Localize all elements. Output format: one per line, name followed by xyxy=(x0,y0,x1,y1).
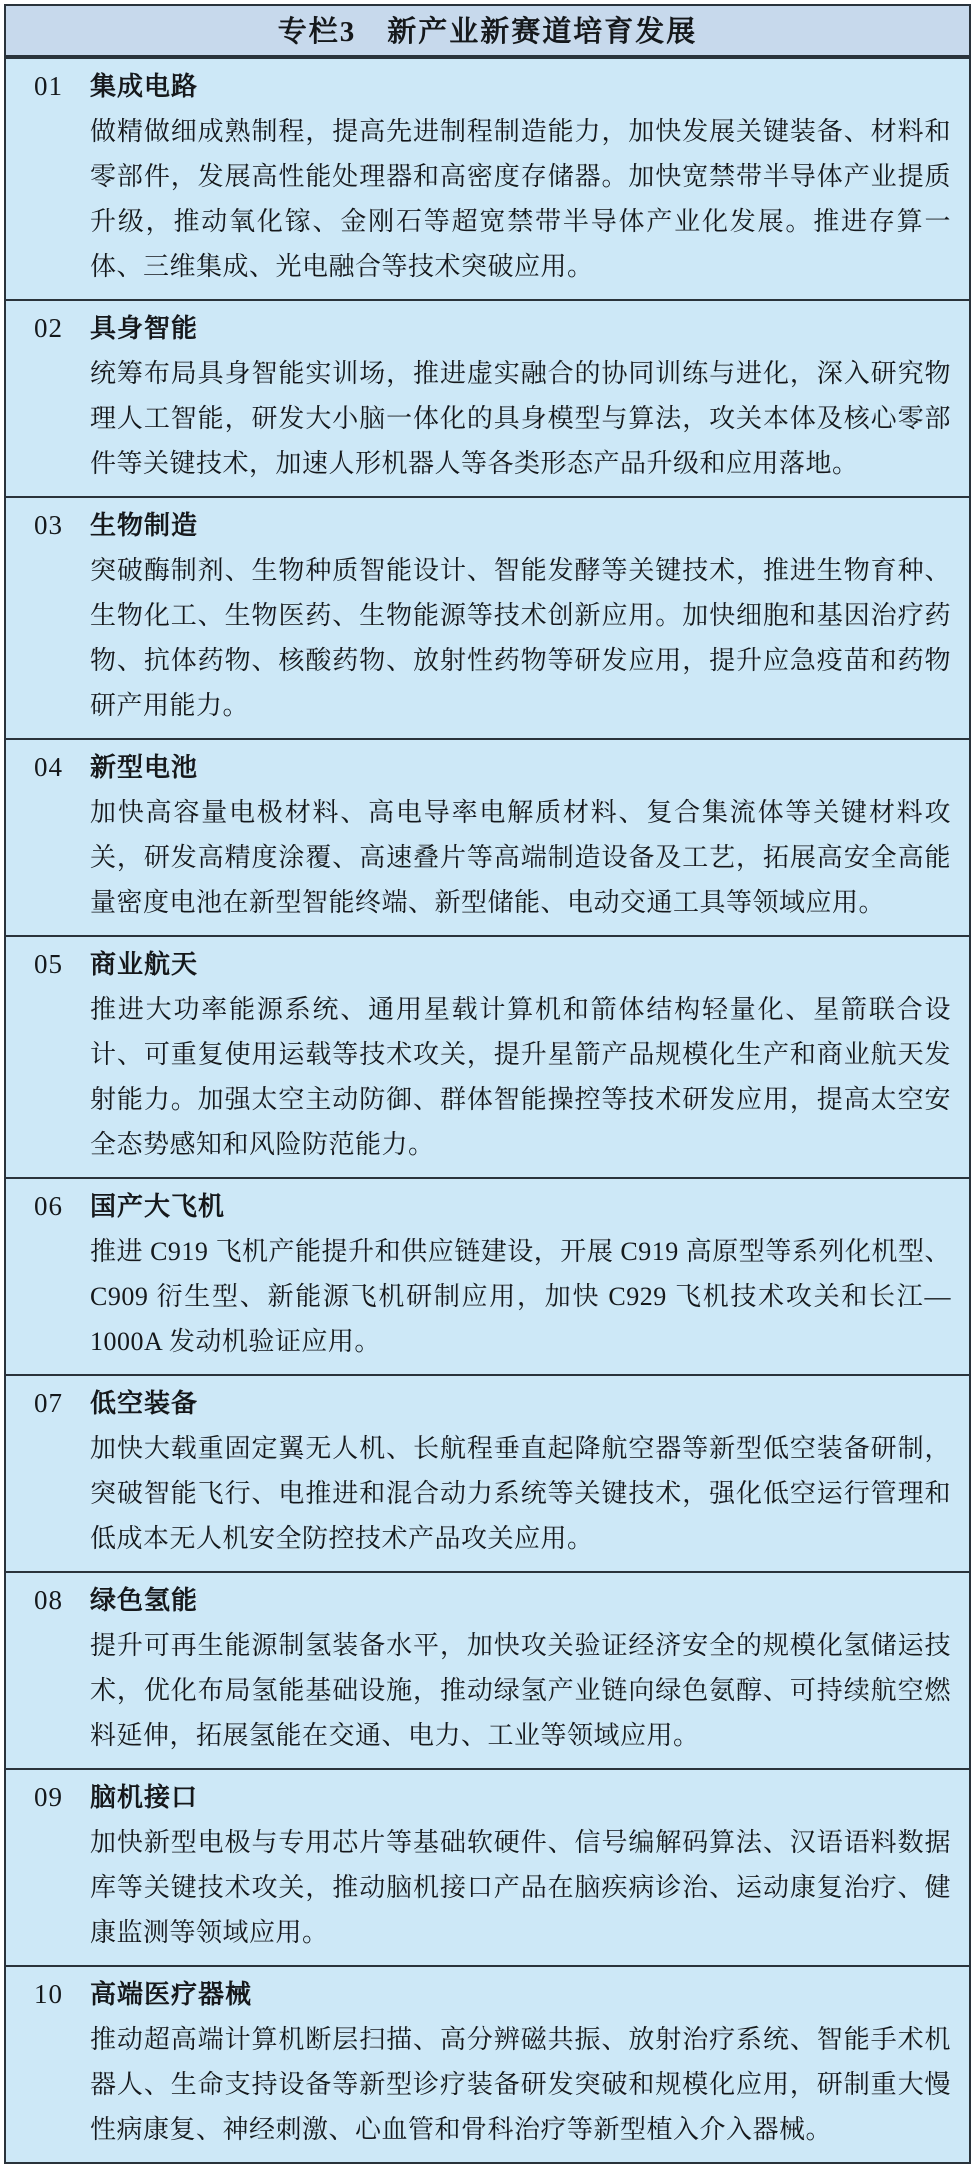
section-item xyxy=(6,299,969,496)
section-heading: 集成电路 xyxy=(90,72,199,101)
section-body: 提升可再生能源制氢装备水平，加快攻关验证经济安全的规模化氢储运技术，优化布局氢能基础设施，推动绿氢产业链向绿色氨醇、可持续航空燃料延伸，拓展氢能在交通、电力、工业等领域应用。 xyxy=(90,1631,951,1750)
section-number: 07 xyxy=(34,1388,63,1418)
section-number: 06 xyxy=(34,1191,63,1221)
section-item xyxy=(6,1965,969,2162)
section-heading: 生物制造 xyxy=(90,511,199,540)
section-body: 做精做细成熟制程，提高先进制程制造能力，加快发展关键装备、材料和零部件，发展高性能处理器和高密度存储器。加快宽禁带半导体产业提质升级，推动氧化镓、金刚石等超宽禁带半导体产业化发展。推进存算一体、三维集成、光电融合等技术突破应用。 xyxy=(90,117,951,281)
section-body: 推动超高端计算机断层扫描、高分辨磁共振、放射治疗系统、智能手术机器人、生命支持设备等新型诊疗装备研发突破和规模化应用，研制重大慢性病康复、神经刺激、心血管和骨科治疗等新型植入介入器械。 xyxy=(90,2025,951,2144)
section-item xyxy=(6,738,969,935)
section-number: 03 xyxy=(34,510,63,540)
section-heading: 高端医疗器械 xyxy=(90,1980,253,2009)
section-item xyxy=(6,496,969,738)
section-item xyxy=(6,59,969,299)
sections-container xyxy=(6,59,969,2162)
section-body: 统筹布局具身智能实训场，推进虚实融合的协同训练与进化，深入研究物理人工智能，研发大小脑一体化的具身模型与算法，攻关本体及核心零部件等关键技术，加速人形机器人等各类形态产品升级和应用落地。 xyxy=(90,359,951,478)
special-column-panel xyxy=(4,4,971,2164)
section-body: 加快新型电极与专用芯片等基础软硬件、信号编解码算法、汉语语料数据库等关键技术攻关，推动脑机接口产品在脑疾病诊治、运动康复治疗、健康监测等领域应用。 xyxy=(90,1828,951,1947)
section-body: 加快高容量电极材料、高电导率电解质材料、复合集流体等关键材料攻关，研发高精度涂覆、高速叠片等高端制造设备及工艺，拓展高安全高能量密度电池在新型智能终端、新型储能、电动交通工具等领域应用。 xyxy=(90,798,951,917)
section-number: 01 xyxy=(34,71,63,101)
section-heading: 具身智能 xyxy=(90,314,199,343)
section-body: 推进大功率能源系统、通用星载计算机和箭体结构轻量化、星箭联合设计、可重复使用运载等技术攻关，提升星箭产品规模化生产和商业航天发射能力。加强太空主动防御、群体智能操控等技术研发应用，提高太空安全态势感知和风险防范能力。 xyxy=(90,995,951,1159)
section-heading: 脑机接口 xyxy=(90,1783,199,1812)
section-number: 10 xyxy=(34,1979,63,2009)
section-number: 05 xyxy=(34,949,63,979)
section-body: 突破酶制剂、生物种质智能设计、智能发酵等关键技术，推进生物育种、生物化工、生物医药、生物能源等技术创新应用。加快细胞和基因治疗药物、抗体药物、核酸药物、放射性药物等研发应用，提升应急疫苗和药物研产用能力。 xyxy=(90,556,951,720)
section-heading: 国产大飞机 xyxy=(90,1192,226,1221)
section-item xyxy=(6,1768,969,1965)
section-heading: 低空装备 xyxy=(90,1389,199,1418)
section-item xyxy=(6,1374,969,1571)
section-heading: 绿色氢能 xyxy=(90,1586,199,1615)
section-number: 02 xyxy=(34,313,63,343)
section-number: 04 xyxy=(34,752,63,782)
section-item xyxy=(6,935,969,1177)
section-body: 加快大载重固定翼无人机、长航程垂直起降航空器等新型低空装备研制，突破智能飞行、电推进和混合动力系统等关键技术，强化低空运行管理和低成本无人机安全防控技术产品攻关应用。 xyxy=(90,1434,951,1553)
section-heading: 新型电池 xyxy=(90,753,199,782)
section-heading: 商业航天 xyxy=(90,950,199,979)
panel-title: 专栏3 新产业新赛道培育发展 xyxy=(6,6,969,59)
section-item xyxy=(6,1571,969,1768)
section-item xyxy=(6,1177,969,1374)
section-number: 09 xyxy=(34,1782,63,1812)
section-number: 08 xyxy=(34,1585,63,1615)
section-body: 推进 C919 飞机产能提升和供应链建设，开展 C919 高原型等系列化机型、C909 衍生型、新能源飞机研制应用，加快 C929 飞机技术攻关和长江—1000A 发动机验证应用。 xyxy=(90,1237,951,1356)
